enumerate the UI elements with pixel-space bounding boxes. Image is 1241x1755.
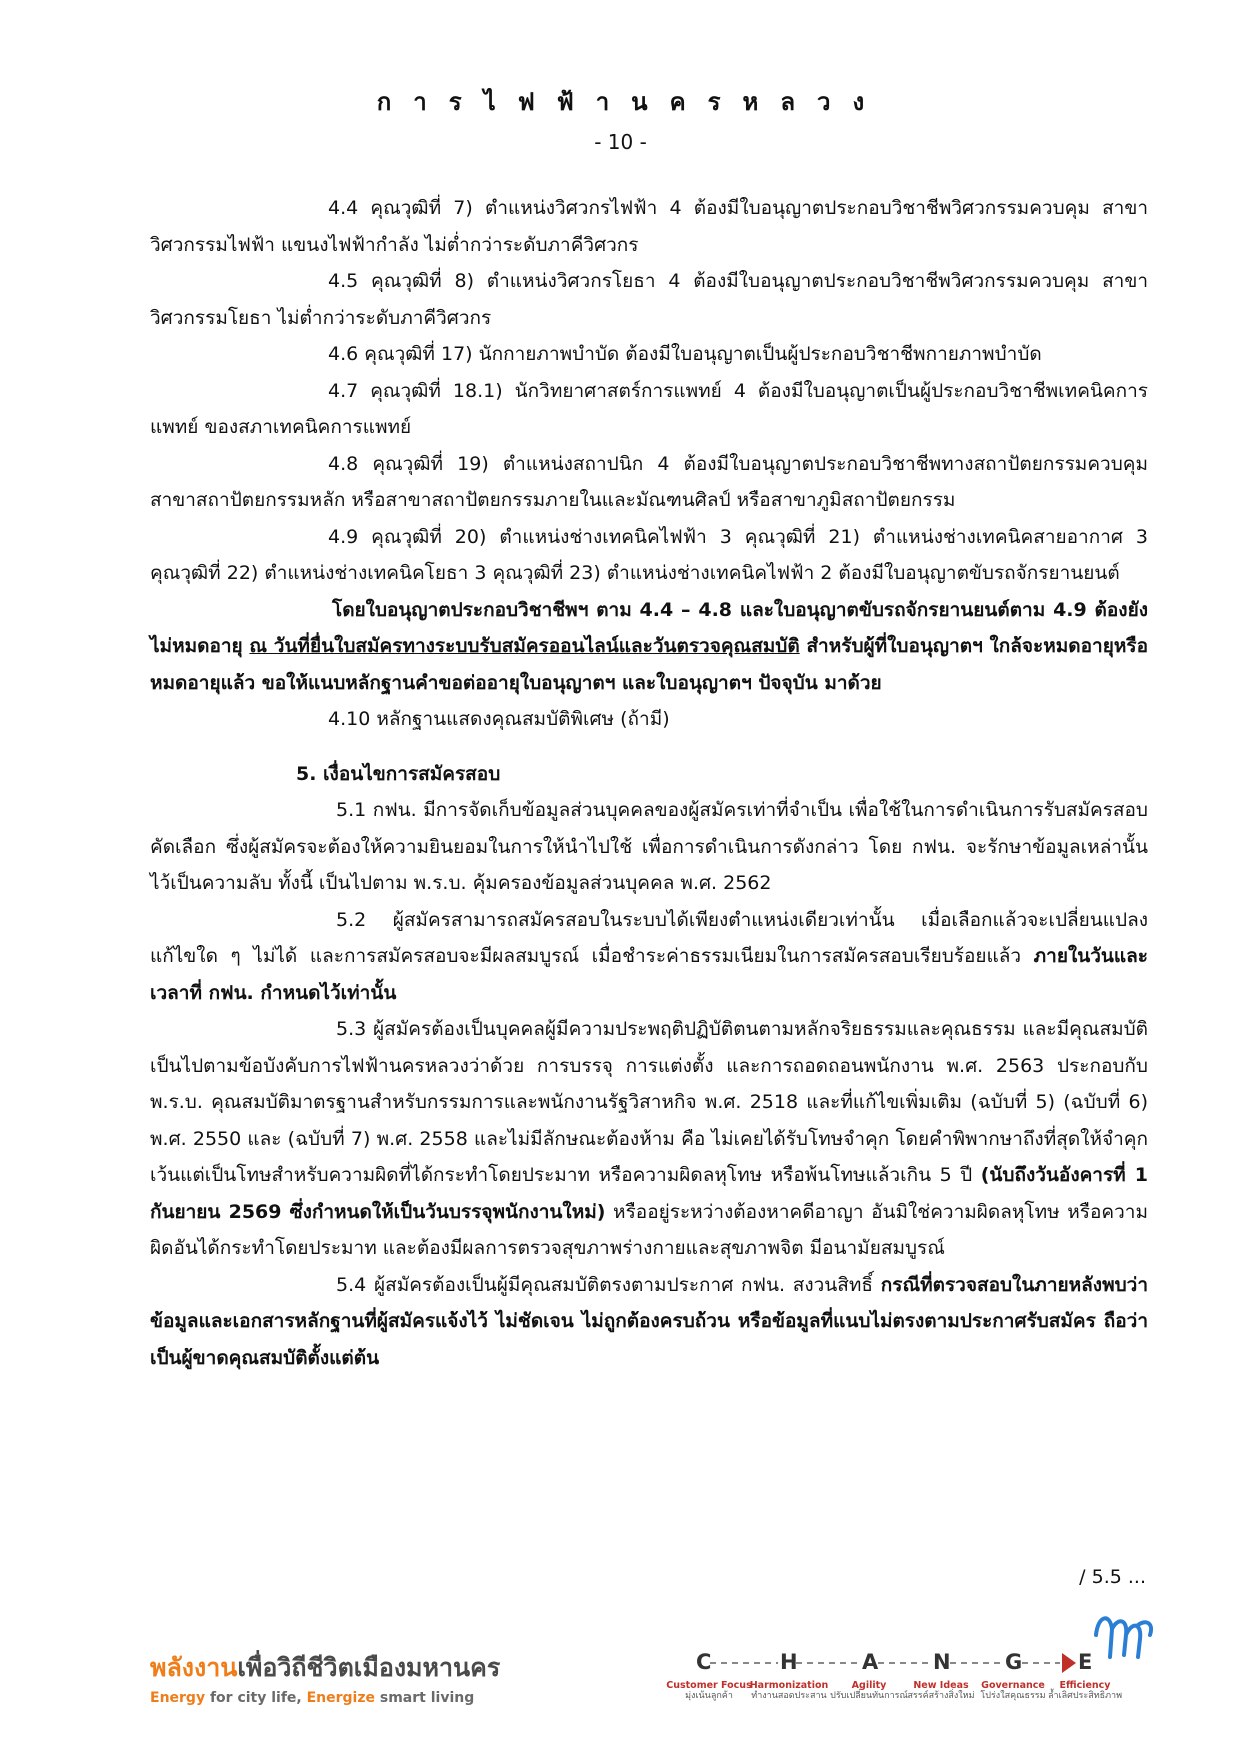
change-letter-h: H xyxy=(780,1650,798,1674)
change-label-en: New Ideas xyxy=(913,1680,969,1691)
paragraph-5-2-text: 5.2 ผู้สมัครสามารถสมัครสอบในระบบได้เพียงตำแหน่งเดียวเท่านั้น เมื่อเลือกแล้วจะเปลี่ยนแปลงแก้ไขใด ๆ ไม่ได้ และการสมัครสอบจะมีผลสมบูรณ์ เมื่อชำระค่าธรรมเนียมในการสมัครสอบเรียบร้อยแล้ว xyxy=(150,908,1148,967)
footer-slogan xyxy=(150,1648,500,1706)
document-body xyxy=(150,190,1148,1376)
organization-title: การไฟฟ้านครหลวง xyxy=(376,88,887,116)
slogan-thai-rest: เพื่อวิถีชีวิตเมืองมหานคร xyxy=(237,1653,501,1682)
change-values-bar xyxy=(666,1650,1150,1730)
change-label-en: Harmonization xyxy=(749,1680,829,1691)
paragraph-5-3-bold: (นับถึงวันอังคารที่ 1 กันยายน 2569 ซึ่งกำหนดให้เป็นวันบรรจุพนักงานใหม่) xyxy=(150,1164,1148,1223)
arrow-icon xyxy=(1062,1653,1076,1673)
change-label-en: Governance xyxy=(981,1680,1045,1691)
slogan-en-text-2: smart living xyxy=(375,1690,475,1706)
paragraph-5-4-bold: กรณีที่ตรวจสอบในภายหลังพบว่าข้อมูลและเอกสารหลักฐานที่ผู้สมัครแจ้งไว้ ไม่ชัดเจน ไม่ถูกต้องครบถ้วน หรือข้อมูลที่แนบไม่ตรงตามประกาศรับสมัคร ถือว่าเป็นผู้ขาดคุณสมบัติตั้งแต่ต้น xyxy=(150,1273,1148,1369)
change-label-th: ล้ำเลิศประสิทธิภาพ xyxy=(1047,1691,1123,1701)
paragraph-4-7: 4.7 คุณวุฒิที่ 18.1) นักวิทยาศาสตร์การแพทย์ 4 ต้องมีใบอนุญาตเป็นผู้ประกอบวิชาชีพเทคนิคการแพทย์ ของสภาเทคนิคการแพทย์ xyxy=(150,379,1148,438)
change-label-en: Agility xyxy=(851,1680,887,1691)
slogan-english xyxy=(150,1690,500,1706)
continuation-marker: / 5.5 ... xyxy=(1079,1566,1146,1588)
change-label-th: มุ่งเน้นลูกค้า xyxy=(685,1691,733,1701)
paragraph-4-6: 4.6 คุณวุฒิที่ 17) นักกายภาพบำบัด ต้องมีใบอนุญาตเป็นผู้ประกอบวิชาชีพกายภาพบำบัด xyxy=(328,343,1042,365)
paragraph-5-3 xyxy=(150,1011,1148,1267)
paragraph-5-4-text: 5.4 ผู้สมัครต้องเป็นผู้มีคุณสมบัติตรงตามประกาศ กฟน. สงวนสิทธิ์ xyxy=(336,1273,881,1296)
paragraph-4-4: 4.4 คุณวุฒิที่ 7) ตำแหน่งวิศวกรไฟฟ้า 4 ต้องมีใบอนุญาตประกอบวิชาชีพวิศวกรรมควบคุม สาขาวิศวกรรมไฟฟ้า แขนงไฟฟ้ากำลัง ไม่ต่ำกว่าระดับภาคีวิศวกร xyxy=(150,197,1148,256)
license-note-part-1: โดยใบอนุญาตประกอบวิชาชีพฯ ตาม 4.4 – 4.8 และใบอนุญาตขับรถจักรยานยนต์ตาม 4.9 ต้องยังไม่หมดอายุ xyxy=(150,598,1148,657)
license-note-underlined: ณ วันที่ยื่นใบสมัครทางระบบรับสมัครออนไลน์และวันตรวจคุณสมบัติ xyxy=(249,635,800,657)
change-label-harmonization xyxy=(746,1680,832,1701)
paragraph-5-3-text-a: 5.3 ผู้สมัครต้องเป็นบุคคลผู้มีความประพฤติปฏิบัติตนตามหลักจริยธรรมและคุณธรรม และมีคุณสมบัติเป็นไปตามข้อบังคับการไฟฟ้านครหลวงว่าด้วย การบรรจุ การแต่งตั้ง และการถอดถอนพนักงาน พ.ศ. 2563 ประกอบกับ พ.ร.บ. คุณสมบัติมาตรฐานสำหรับกรรมการและพนักงานรัฐวิสาหกิจ พ.ศ. 2518 และที่แก้ไขเพิ่มเติม (ฉบับที่ 5) (ฉบับที่ 6) พ.ศ. 2550 และ (ฉบับที่ 7) พ.ศ. 2558 และไม่มีลักษณะต้องห้าม คือ ไม่เคยได้รับโทษจำคุก โดยคำพิพากษาถึงที่สุดให้จำคุก เว้นแต่เป็นโทษสำหรับความผิดที่ได้กระทำโดยประมาท หรือความผิดลหุโทษ หรือพ้นโทษแล้วเกิน 5 ปี xyxy=(150,1018,1148,1186)
slogan-thai-accent: พลังงาน xyxy=(150,1653,238,1682)
change-label-efficiency xyxy=(1042,1680,1128,1701)
change-label-th: โปร่งใสคุณธรรม xyxy=(980,1691,1046,1701)
page-number: - 10 - xyxy=(594,130,647,154)
paragraph-4-5: 4.5 คุณวุฒิที่ 8) ตำแหน่งวิศวกรโยธา 4 ต้องมีใบอนุญาตประกอบวิชาชีพวิศวกรรมควบคุม สาขาวิศวกรรมโยธา ไม่ต่ำกว่าระดับภาคีวิศวกร xyxy=(150,270,1148,329)
license-validity-note xyxy=(150,592,1148,702)
change-label-en: Efficiency xyxy=(1059,1680,1111,1691)
slogan-en-energy: Energy xyxy=(150,1690,206,1706)
change-label-customer-focus xyxy=(666,1680,752,1701)
change-label-th: ปรับเปลี่ยนทันการณ์ xyxy=(830,1691,908,1701)
paragraph-5-2-bold: ภายในวันและเวลาที่ กฟน. กำหนดไว้เท่านั้น xyxy=(150,945,1148,1004)
paragraph-4-10: 4.10 หลักฐานแสดงคุณสมบัติพิเศษ (ถ้ามี) xyxy=(328,708,670,730)
license-note-part-2: สำหรับผู้ที่ใบอนุญาตฯ ใกล้จะหมดอายุหรือหมดอายุแล้ว ขอให้แนบหลักฐานคำขอต่ออายุใบอนุญาตฯ และใบอนุญาตฯ ปัจจุบัน มาด้วย xyxy=(150,635,1148,694)
change-letter-g: G xyxy=(1005,1650,1023,1674)
paragraph-4-8: 4.8 คุณวุฒิที่ 19) ตำแหน่งสถาปนิก 4 ต้องมีใบอนุญาตประกอบวิชาชีพทางสถาปัตยกรรมควบคุม สาขาสถาปัตยกรรมหลัก หรือสาขาสถาปัตยกรรมภายในและมัณฑนศิลป์ หรือสาขาภูมิสถาปัตยกรรม xyxy=(150,452,1148,511)
section-5-heading: 5. เงื่อนไขการสมัครสอบ xyxy=(296,762,501,785)
change-label-th: สรรค์สร้างสิ่งใหม่ xyxy=(907,1691,975,1701)
slogan-thai xyxy=(150,1648,500,1688)
paragraph-5-3-text-b: หรืออยู่ระหว่างต้องหาคดีอาญา อันมิใช่ความผิดลหุโทษ หรือความผิดอันได้กระทำโดยประมาท และต้องมีผลการตรวจสุขภาพร่างกายและสุขภาพจิต มีอนามัยสมบูรณ์ xyxy=(150,1200,1148,1259)
paragraph-5-4 xyxy=(150,1267,1148,1377)
change-label-th: ทำงานสอดประสาน xyxy=(751,1691,827,1701)
change-letter-e: E xyxy=(1078,1650,1093,1674)
change-label-en: Customer Focus xyxy=(666,1680,752,1691)
change-letter-a: A xyxy=(862,1650,879,1674)
change-letter-c: C xyxy=(696,1650,712,1674)
paragraph-5-1: 5.1 กฟน. มีการจัดเก็บข้อมูลส่วนบุคคลของผู้สมัครเท่าที่จำเป็น เพื่อใช้ในการดำเนินการรับสมัครสอบคัดเลือก ซึ่งผู้สมัครจะต้องให้ความยินยอมในการให้นำไปใช้ เพื่อการดำเนินการดังกล่าว โดย กฟน. จะรักษาข้อมูลเหล่านั้นไว้เป็นความลับ ทั้งนี้ เป็นไปตาม พ.ร.บ. คุ้มครองข้อมูลส่วนบุคคล พ.ศ. 2562 xyxy=(150,799,1148,894)
paragraph-4-9: 4.9 คุณวุฒิที่ 20) ตำแหน่งช่างเทคนิคไฟฟ้า 3 คุณวุฒิที่ 21) ตำแหน่งช่างเทคนิคสายอากาศ 3 คุณวุฒิที่ 22) ตำแหน่งช่างเทคนิคโยธา 3 คุณวุฒิที่ 23) ตำแหน่งช่างเทคนิคไฟฟ้า 2 ต้องมีใบอนุญาตขับรถจักรยานยนต์ xyxy=(150,525,1148,584)
change-letter-n: N xyxy=(933,1650,951,1674)
slogan-en-text-1: for city life, xyxy=(205,1690,307,1706)
slogan-en-energize: Energize xyxy=(306,1690,376,1706)
paragraph-5-2 xyxy=(150,902,1148,1012)
